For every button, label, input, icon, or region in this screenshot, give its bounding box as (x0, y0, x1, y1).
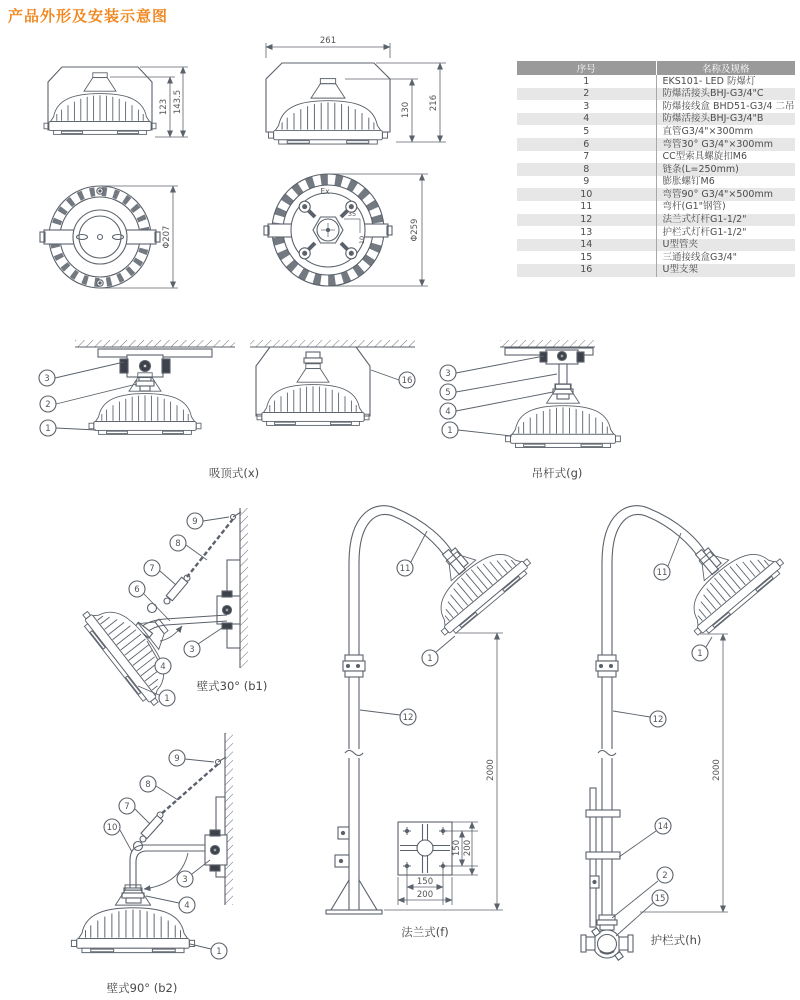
callout-ceiling-3: 3 (44, 374, 50, 384)
table-row (517, 100, 795, 113)
part-name: 弯管30° G3/4"×300mm (656, 138, 795, 151)
callout-wall30-7: 7 (149, 564, 155, 574)
part-no: 14 (580, 239, 593, 251)
parts-table (517, 61, 795, 277)
dim-side-b-h2: 216 (429, 94, 439, 112)
dim-guard-height: 2000 (712, 759, 722, 781)
table-row (517, 75, 795, 88)
table-row (517, 125, 795, 138)
callout-wall30-1: 1 (164, 694, 170, 704)
callout-wall30-9: 9 (192, 517, 198, 527)
part-no: 8 (583, 163, 590, 175)
callout-pendant-4: 4 (445, 407, 451, 417)
part-name: 防爆活接头BHJ-G3/4"C (656, 88, 795, 101)
front-view-b-drawing (264, 174, 428, 286)
callout-pendant-5: 5 (445, 388, 451, 398)
part-name: 膨胀螺钉M6 (656, 176, 795, 189)
callout-guard-14: 14 (657, 822, 669, 832)
callout-wall90-7: 7 (124, 802, 130, 812)
part-name: 弯管90° G3/4"×500mm (656, 188, 795, 201)
callout-wall90-9: 9 (174, 754, 180, 764)
callout-wall90-8: 8 (145, 780, 151, 790)
callout-guard-12: 12 (652, 715, 664, 725)
dim-side-b-h1: 130 (401, 101, 411, 119)
mount-ceiling-drawing (39, 340, 415, 480)
callout-guard-11: 11 (656, 568, 668, 578)
part-name: U型管夹 (656, 239, 795, 252)
part-no: 2 (583, 88, 590, 100)
callout-flange-1: 1 (427, 654, 433, 664)
callout-guard-2: 2 (662, 871, 668, 881)
part-name: 护栏式灯杆G1-1/2" (656, 226, 795, 239)
table-row (517, 214, 795, 227)
dim-side-b-w: 261 (319, 36, 337, 46)
part-no: 16 (580, 264, 593, 276)
callout-guard-15: 15 (654, 894, 666, 904)
mount-pendant-drawing (440, 340, 620, 480)
mount-wall30-drawing (78, 508, 267, 709)
label-wall30-mount: 壁式30° (b1) (196, 679, 268, 693)
dim-flange-height: 2000 (486, 759, 496, 781)
callout-pendant-1: 1 (447, 426, 453, 436)
table-row (517, 151, 795, 164)
table-row (517, 201, 795, 214)
table-row (517, 264, 795, 277)
side-view-b-drawing (266, 36, 446, 144)
ex-mark: Ex (320, 187, 330, 196)
part-no: 5 (583, 125, 590, 137)
parts-table-header-name: 名称及规格 (656, 61, 795, 75)
callout-wall30-3: 3 (189, 645, 195, 655)
part-no: 13 (580, 226, 593, 238)
callout-wall90-10: 10 (106, 823, 118, 833)
table-row (517, 251, 795, 264)
side-view-a-drawing (44, 67, 188, 137)
label-flange-mount: 法兰式(f) (401, 925, 449, 939)
callout-wall30-8: 8 (175, 539, 181, 549)
part-no: 3 (583, 100, 590, 112)
label-pendant-mount: 吊杆式(g) (531, 466, 583, 480)
dim-front-a-dia: Φ207 (162, 225, 172, 249)
table-row (517, 88, 795, 101)
part-name: U型支架 (656, 264, 795, 277)
dim-side-a-h1: 123 (159, 98, 169, 116)
callout-wall30-4: 4 (160, 662, 166, 672)
page-title: 产品外形及安装示意图 (8, 7, 169, 25)
part-name: 链条(L=250mm) (656, 163, 795, 176)
callout-wall90-1: 1 (216, 947, 222, 957)
part-name: 防爆接线盒 BHD51-G3/4 二吊 (656, 100, 795, 113)
dim-front-b-10: 10 (358, 235, 366, 245)
table-row (517, 226, 795, 239)
dim-front-b-35: 35 (347, 210, 357, 218)
part-no: 11 (580, 201, 593, 213)
callout-flange-12: 12 (402, 713, 414, 723)
callout-wall30-6: 6 (134, 585, 140, 595)
part-name: 直管G3/4"×300mm (656, 125, 795, 138)
part-no: 7 (583, 151, 590, 163)
part-no: 10 (580, 188, 593, 200)
callout-pendant-3: 3 (445, 369, 451, 379)
mount-wall90-drawing (71, 733, 233, 995)
part-name: EKS101- LED 防爆灯 (656, 75, 795, 88)
dim-front-b-dia: Φ259 (410, 218, 420, 242)
callout-flange-11: 11 (399, 564, 411, 574)
part-name: 弯杆(G1"钢管) (656, 201, 795, 214)
part-name: 防爆活接头BHJ-G3/4"B (656, 113, 795, 126)
label-guardrail-mount: 护栏式(h) (650, 933, 702, 947)
table-row (517, 176, 795, 189)
part-no: 12 (580, 214, 593, 226)
dim-plate-h: 200 (463, 839, 473, 857)
parts-table-header-index: 序号 (517, 61, 656, 75)
front-view-a-drawing (40, 186, 178, 288)
label-ceiling-mount: 吸顶式(x) (208, 466, 260, 480)
label-wall90-mount: 壁式90° (b2) (106, 981, 178, 995)
mount-guardrail-drawing (581, 506, 787, 960)
part-name: 法兰式灯杆G1-1/2" (656, 214, 795, 227)
callout-wall90-3: 3 (182, 875, 188, 885)
table-row (517, 188, 795, 201)
callout-ceiling-16: 16 (401, 376, 413, 386)
dim-plate-bolt-w: 150 (416, 877, 434, 887)
table-row (517, 239, 795, 252)
part-no: 1 (583, 75, 590, 87)
table-row (517, 113, 795, 126)
part-no: 15 (580, 251, 593, 263)
callout-ceiling-2: 2 (45, 400, 51, 410)
parts-table-header-row (517, 61, 795, 75)
table-row (517, 138, 795, 151)
callout-guard-1: 1 (697, 649, 703, 659)
part-no: 6 (583, 138, 590, 150)
part-no: 4 (583, 113, 590, 125)
dim-plate-w: 200 (416, 890, 434, 900)
part-no: 9 (583, 176, 590, 188)
part-name: 三通接线盒G3/4" (656, 251, 795, 264)
callout-wall90-4: 4 (184, 901, 190, 911)
part-name: CC型索具螺旋扣M6 (656, 151, 795, 164)
callout-ceiling-1: 1 (45, 424, 51, 434)
table-row (517, 163, 795, 176)
dim-side-a-h2: 143.5 (173, 89, 183, 115)
mount-flange-drawing (326, 506, 534, 939)
dim-plate-bolt-h: 150 (452, 839, 462, 857)
